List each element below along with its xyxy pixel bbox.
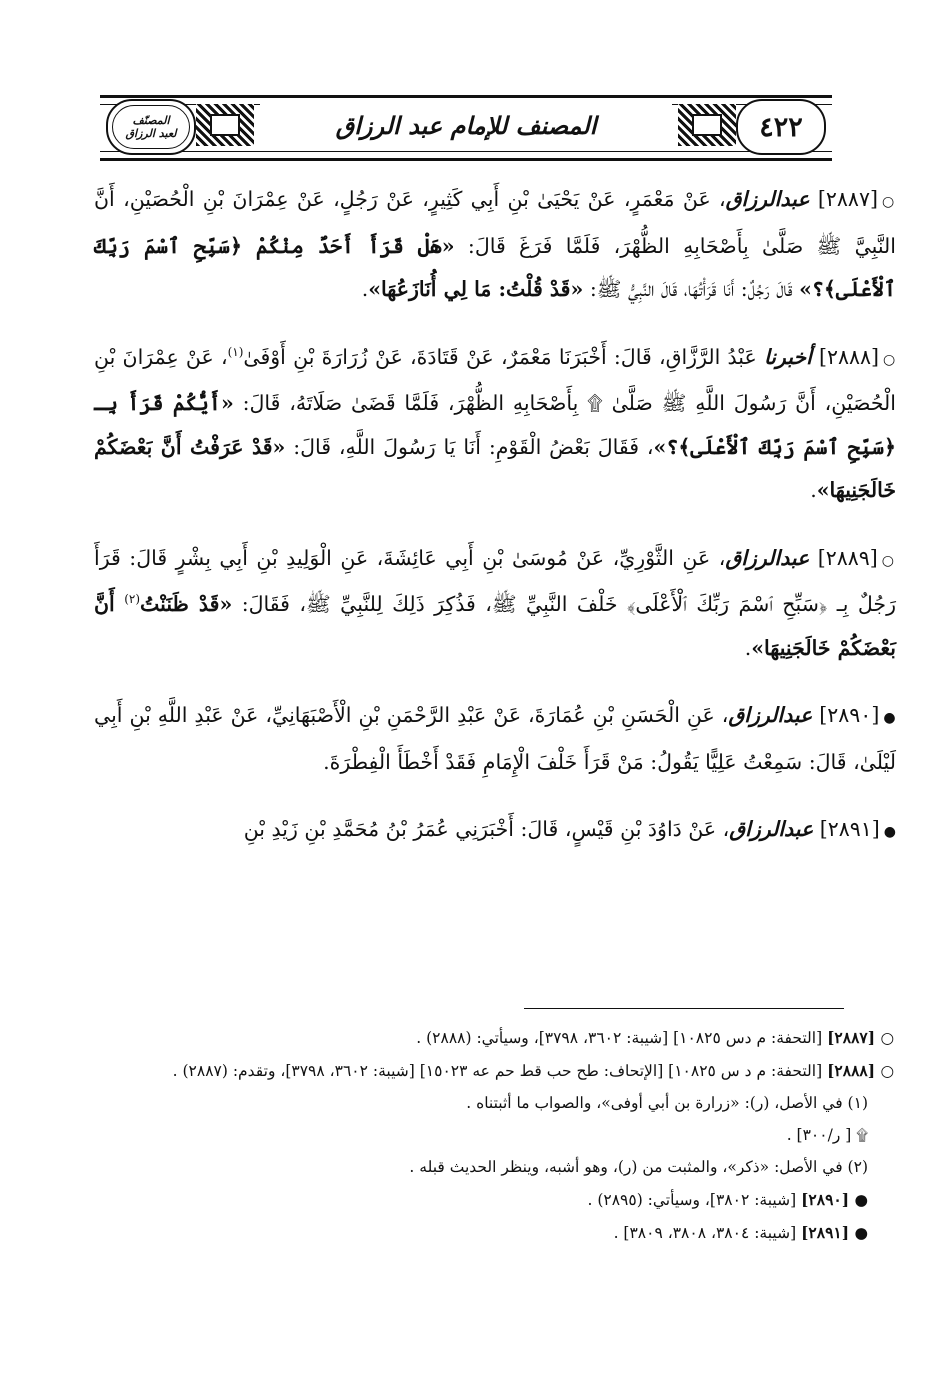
footnote-2890 bbox=[92, 1186, 894, 1214]
hadith-marker: ● bbox=[883, 824, 896, 840]
logo-line2: لعبد الرزاق bbox=[125, 127, 177, 140]
ornament-right bbox=[678, 104, 736, 146]
hadith-source: أخبرنا bbox=[763, 344, 812, 369]
footnote-ref: (٢) bbox=[124, 592, 141, 607]
footnote-2887 bbox=[92, 1024, 894, 1052]
footnote-separator bbox=[524, 1008, 844, 1009]
hadith-quote: «قَدْ عَرَفْتُ أَنَّ بَعْضَكُمْ خَالَجَنِيهَا» bbox=[94, 434, 896, 502]
footnote-lead: (١) bbox=[847, 1094, 868, 1112]
page-number: ٤٢٢ bbox=[759, 111, 803, 143]
hadith-quote: أَنَّ بَعْضَكُمْ خَالَجَنِيهَا» bbox=[94, 592, 896, 660]
footnote-text: [شيبة: ٣٨٠٤، ٣٨٠٨، ٣٨٠٩] . bbox=[613, 1224, 797, 1242]
hadith-end: . bbox=[810, 478, 817, 502]
hadith-end: . bbox=[744, 635, 752, 660]
hadith-number: [٢٨٩٠] bbox=[819, 703, 880, 727]
footnote-text: في الأصل، (ر): «زرارة بن أبي أوفى»، والصواب ما أثبتناه . bbox=[466, 1094, 843, 1112]
hadith-number: [٢٨٨٧] bbox=[817, 187, 878, 211]
hadith-quote: «أَيُّكُمْ قَرَأَ بِـ ﴿سَبِّحِ ٱسْمَ رَبِّكَ ٱلْأَعْلَى﴾؟» bbox=[94, 391, 896, 459]
hadith-2889 bbox=[94, 537, 896, 671]
footnote-lead: ○ [٢٨٨٧] bbox=[827, 1028, 894, 1047]
footnote-lead: ○ [٢٨٨٨] bbox=[827, 1061, 894, 1080]
hadith-source: عبدالرزاق bbox=[725, 545, 810, 570]
page-header bbox=[100, 95, 832, 161]
page-number-cartouche bbox=[736, 99, 826, 155]
footnote-lead: ● [٢٨٩٠] bbox=[801, 1190, 868, 1209]
footnote-page-ref bbox=[92, 1122, 894, 1149]
logo-line1: المصنّف bbox=[132, 114, 170, 127]
main-text bbox=[94, 178, 896, 879]
hadith-quote: «قَدْ قُلْتُ: مَا لِي أُنَازَعُهَا» bbox=[368, 277, 584, 301]
footnote-text: [التحفة: م د س ١٠٨٢٥] [الإتحاف: طح حب قط حم عه ١٥٠٢٣] [شيبة: ٣٦٠٢، ٣٧٩٨]، وتقدم: (٢٨٨٧) . bbox=[172, 1062, 823, 1080]
hadith-2887 bbox=[94, 178, 896, 312]
ornament-left bbox=[196, 104, 254, 146]
footnote-lead: (٢) bbox=[847, 1158, 868, 1176]
footnote-text: [ ر/٣٠٠] . bbox=[786, 1126, 852, 1144]
hadith-source: عبدالرزاق bbox=[728, 703, 813, 727]
footnote-2 bbox=[92, 1154, 894, 1181]
hadith-text: عَبْدُ الرَّزَّاقِ، قَالَ: أَخْبَرَنَا مَعْمَرٌ، عَنْ قَتَادَةَ، عَنْ زُرَارَةَ بْنِ أَوْفَىٰ bbox=[243, 344, 757, 369]
hadith-number: [٢٨٨٩] bbox=[817, 545, 878, 570]
hadith-text: ، عَنِ الثَّوْرِيِّ، عَنْ مُوسَىٰ بْنِ أَبِي عَائِشَةَ، عَنِ الْوَلِيدِ بْنِ أَبِي بِشْرٍ قَالَ: قَرَأَ رَجُلٌ بِـ ﴿سَبِّحِ ٱسْمَ رَبِّكَ ٱلْأَعْلَى﴾ خَلْفَ النَّبِيِّ ﷺ، فَذُكِرَ ذَلِكَ لِلنَّبِيِّ ﷺ، فَقَالَ: bbox=[94, 545, 896, 616]
hadith-2891 bbox=[94, 808, 896, 855]
footnote-text: [شيبة: ٣٨٠٢]، وسيأتي: (٢٨٩٥) . bbox=[587, 1191, 797, 1209]
hadith-text: ، عَنْ دَاوُدَ بْنِ قَيْسٍ، قَالَ: أَخْبَرَنِي عُمَرُ بْنُ مُحَمَّدِ بْنِ زَيْدِ بْنِ bbox=[243, 817, 730, 841]
footnote-ref: (١) bbox=[227, 344, 244, 359]
hadith-quote: «هَلْ قَرَأَ أَحَدٌ مِنْكُمْ ﴿سَبِّحِ ٱسْمَ رَبِّكَ ٱلْأَعْلَى﴾؟» bbox=[94, 233, 896, 301]
hadith-marker: ● bbox=[883, 710, 896, 726]
hadith-text: ، عَنْ عِمْرَانَ بْنِ الْحُصَيْنِ، أَنَّ رَسُولَ اللَّهِ ﷺ صَلَّىٰ ۩ بِأَصْحَابِهِ الظُّهْرَ، فَلَمَّا قَضَىٰ صَلَاتَهُ، قَالَ: bbox=[94, 344, 896, 415]
hadith-2890 bbox=[94, 694, 896, 784]
hadith-end: . bbox=[361, 277, 369, 301]
footnote-lead: ● [٢٨٩١] bbox=[801, 1223, 868, 1242]
hadith-text: ، عَنْ مَعْمَرٍ، عَنْ يَحْيَىٰ بْنِ أَبِي كَثِيرٍ، عَنْ رَجُلٍ، عَنْ عِمْرَانَ بْنِ الْحُصَيْنِ، أَنَّ النَّبِيَّ ﷺ صَلَّىٰ بِأَصْحَابِهِ الظُّهْرَ، فَلَمَّا فَرَغَ قَالَ: bbox=[94, 187, 896, 258]
running-title: المصنف للإمام عبد الرزاق bbox=[335, 110, 597, 140]
hadith-text: قَالَ رَجُلٌ: أَنَا قَرَأْتُهَا، قَالَ النَّبِيُّ ﷺ: bbox=[589, 277, 793, 301]
footnotes bbox=[92, 1024, 894, 1252]
hadith-quote: «قَدْ ظَنَنْتُ bbox=[140, 592, 233, 616]
footnote-2891 bbox=[92, 1219, 894, 1247]
hadith-marker: ○ bbox=[881, 552, 896, 569]
hadith-number: [٢٨٩١] bbox=[819, 817, 880, 841]
footnote-lead: ۩ bbox=[856, 1126, 868, 1144]
hadith-source: عبدالرزاق bbox=[725, 187, 810, 211]
hadith-source: عبدالرزاق bbox=[729, 817, 814, 841]
hadith-2888 bbox=[94, 336, 896, 513]
running-title-box bbox=[260, 101, 672, 149]
footnote-1 bbox=[92, 1090, 894, 1117]
hadith-marker: ○ bbox=[881, 194, 896, 210]
footnote-text: [التحفة: م دس ١٠٨٢٥] [شيبة: ٣٦٠٢، ٣٧٩٨]، وسيأتي: (٢٨٨٨) . bbox=[416, 1029, 823, 1047]
hadith-text: ، فَقَالَ بَعْضُ الْقَوْمِ: أَنَا يَا رَسُولَ اللَّهِ، قَالَ: bbox=[293, 434, 654, 459]
footnote-2888 bbox=[92, 1057, 894, 1085]
hadith-text: ، عَنِ الْحَسَنِ بْنِ عُمَارَةَ، عَنْ عَبْدِ الرَّحْمَنِ بْنِ الْأَصْبَهَانِيِّ، عَنْ عَبْدِ اللَّهِ بْنِ أَبِي لَيْلَىٰ، قَالَ: سَمِعْتُ عَلِيًّا يَقُولُ: مَنْ قَرَأَ خَلْفَ الْإِمَامِ فَقَدْ أَخْطَأَ الْفِطْرَةَ. bbox=[94, 703, 896, 774]
footnote-text: في الأصل: «ذكر»، والمثبت من (ر)، وهو أشبه، وينظر الحديث قبله . bbox=[409, 1158, 843, 1176]
hadith-marker: ○ bbox=[883, 351, 896, 368]
hadith-number: [٢٨٨٨] bbox=[819, 344, 880, 369]
book-logo bbox=[106, 99, 196, 155]
